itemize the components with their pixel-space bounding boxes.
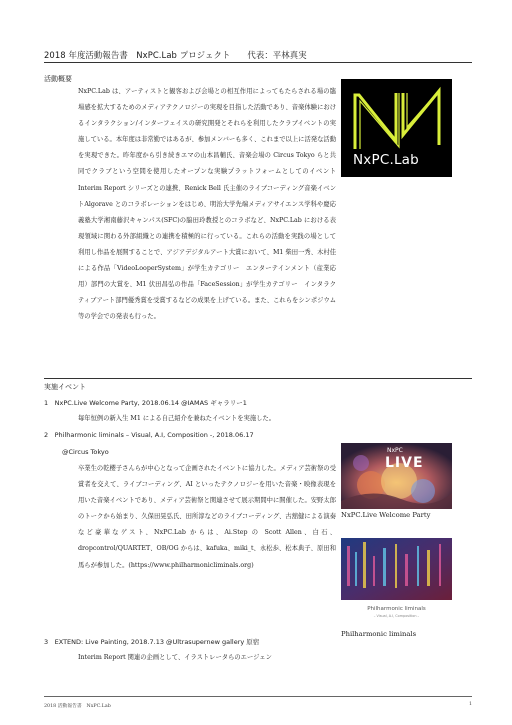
event-3-body: Interim Report 関連の企画として、イラストレータらのエージェン [78,654,272,661]
section-rule [44,378,472,379]
event-2-body: 卒業生の乾櫻子さんらが中心となって企画されたイベントに協力した。メディア芸術祭の受賞者を交えて、ライブコーディング、AI といったテクノロジーを用いた音楽・映像表現を用いた音楽イベントであり、メディア芸術祭と関連させて展示期間中に開催した。安野太郎のトークから始まり、久保田晃弘氏、田所淳などのライブコーディング、古舘健による演奏など豪華なゲスト、NxPC.Lab からは、Ai.Step の Scott Allen、白石、dropcontrol/QUARTET、OB/OG からは、kafuka、miki_t、永松歩、松本典子、原田和馬らが参加した。(https://www.philharmonicliminals.org) [78,465,336,569]
footer-label: 2018 活動報告書 NxPC.Lab [44,704,111,709]
header-rule [44,62,472,63]
philharmonic-caption: Philharmonic liminals [341,630,417,638]
overview-body: NxPC.Lab は、アーティストと観客および会場との相互作用によってもたらされる場の臨場感を拡大するためのメディアテクノロジーの実現を目指した活動であり、音楽体験におけるインタラクション/インターフェイスの研究開発とそれらを利用したクラブイベントの実施している。本年度は非常勤ではあるが、参加メンバーも多く、これまで以上に活発な活動を実現できた。昨年度から引き続きエマの山本昌輔氏、音楽会場の Circus Tokyo らと共同でクラブという空間を使用したオープンな実験プラットフォームとしてのイベント Interim Report シリーズとの連携、Renick Bell 氏主催のライブコーディング音楽イベントAlgorave とのコラボレーションをはじめ、明治大学先端メディアサイエンス学科や慶応義塾大学湘南藤沢キャンパス(SFC)の脇田玲教授とのコラボなど、NxPC.Lab における表現領域に関わる外部組織との連携を積極的に行っている。これらの活動を実践の場として利用し作品を展開することで、アジアデジタルアート大賞において、M1 柴田一秀、木村佳による作品「VideoLooperSystem」が学生カテゴリー エンターテインメント（産業応用）部門の大賞を、M1 伏田昌弘の作品「FaceSession」が学生カテゴリー インタラクティブアート部門優秀賞を受賞するなどの成果を上げている。また、これらをシンポジウム等の学会での発表も行った。 [78,88,336,321]
page-header: 2018 年度活動報告書 NxPC.Lab プロジェクト 代表：平林真実 [44,50,307,60]
event-1-body: 毎年恒例の新入生 M1 による自己紹介を兼ねたイベントを実施した。 [78,415,276,422]
welcome-overlay-small: NxPC [387,447,403,454]
philharmonic-photo [341,538,452,624]
page-number: 1 [468,702,472,707]
event-2-venue: @Circus Tokyo [62,448,109,456]
event-2-title: 2 Philharmonic liminals – Visual, A.I, Composition -, 2018.06.17 [44,431,254,439]
events-heading: 実施イベント [44,383,86,391]
welcome-party-caption: NxPC.Live Welcome Party [341,511,431,519]
welcome-overlay-title: LIVE [385,455,424,471]
philharmonic-overlay-subtitle: – Visual, A.I, Composition – [373,614,420,618]
page-footer [44,702,472,709]
event-1-title: 1 NxPC.Live Welcome Party, 2018.06.14 @IAMAS ギャラリー1 [44,399,247,407]
event-3-title: 3 EXTEND: Live Painting, 2018.7.13 @Ultrasupernew gallery 原宿 [44,638,260,646]
footer-rule [44,696,472,697]
philharmonic-overlay-title: Philharmonic liminals [367,606,426,612]
welcome-party-photo [341,443,452,509]
nxpc-lab-logo [341,79,452,177]
overview-heading: 活動概要 [44,75,72,83]
logo-text: NxPC.Lab [353,152,419,168]
